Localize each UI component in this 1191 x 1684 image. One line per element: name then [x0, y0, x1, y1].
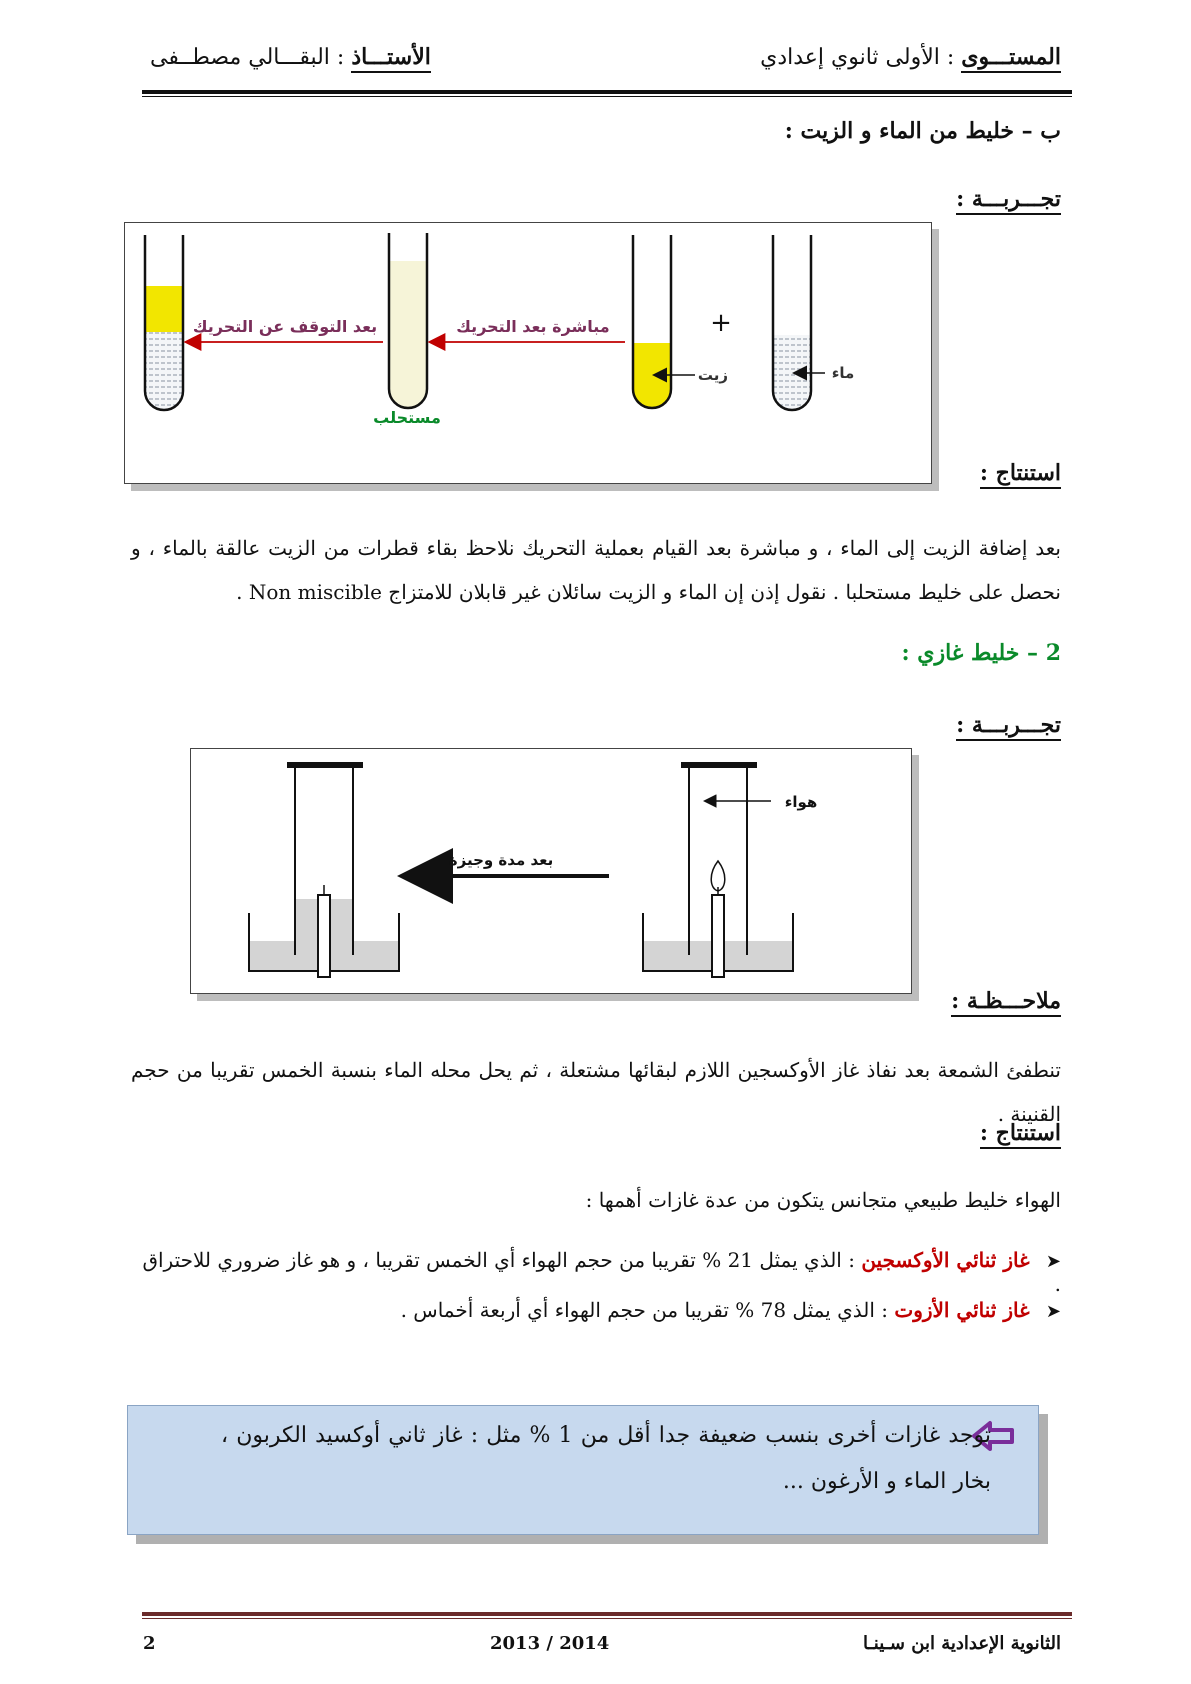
gas-desc: : الذي يمثل 21 % تقريبا من حجم الهواء أي الخمس تقريبا ، و هو غاز ضروري للاحتراق .	[142, 1248, 1061, 1296]
gas-desc: : الذي يمثل 78 % تقريبا من حجم الهواء أي أربعة أخماس .	[400, 1298, 888, 1322]
figure-water-oil-svg	[125, 223, 931, 483]
header-teacher	[150, 44, 431, 70]
label-after-short: بعد مدة وجيزة	[448, 851, 554, 869]
section-b-title: ب – خليط من الماء و الزيت :	[784, 118, 1061, 144]
candle-flame-icon	[711, 861, 725, 891]
figure-water-oil	[124, 222, 932, 484]
experiment-label-b: تجـــربـــة :	[956, 186, 1061, 215]
test-tube-water	[773, 235, 811, 410]
test-tube-separated	[145, 235, 183, 410]
gas-item-nitrogen	[131, 1298, 1061, 1322]
note-text: توجد غازات أخرى بنسب ضعيفة جدا أقل من 1 % مثل : غاز ثاني أوكسيد الكربون ، بخار الماء و الأرغون ...	[221, 1423, 991, 1494]
experiment-label-2: تجـــربـــة :	[956, 712, 1061, 741]
gas-name: غاز ثنائي الأزوت	[894, 1298, 1030, 1322]
observation-text: تنطفئ الشمعة بعد نفاذ غاز الأوكسجين اللازم لبقائها مشتعلة ، ثم يحل محله الماء بنسبة الخمس تقريبا من حجم القنينة .	[131, 1058, 1061, 1126]
label-right-after: مباشرة بعد التحريك	[456, 317, 610, 336]
level-value: : الأولى ثانوي إعدادي	[760, 45, 955, 70]
section-2-title: 2 – خليط غازي :	[901, 640, 1061, 666]
observation-label: ملاحـــظـة :	[951, 988, 1061, 1017]
setup-after	[249, 765, 399, 977]
footer-school: الثانوية الإعدادية ابن سـينـا	[863, 1633, 1061, 1654]
figure-candle-svg	[191, 749, 911, 993]
gas-name: غاز ثنائي الأوكسجين	[861, 1248, 1030, 1272]
figure-candle	[190, 748, 912, 994]
setup-before	[643, 765, 793, 977]
conclusion-label-b: استنتاج :	[980, 460, 1061, 489]
header-rule-thin	[142, 96, 1072, 97]
label-after-stop: بعد التوقف عن التحريك	[192, 317, 378, 336]
header-level	[760, 44, 1061, 70]
conclusion-text-b: بعد إضافة الزيت إلى الماء ، و مباشرة بعد القيام بعملية التحريك نلاحظ بقاء قطرات من الزيت عالقة بالماء ، و نحصل على خليط مستحلبا . نقول إذن إن الماء و الزيت سائلان غير قابلان للامتزاج Non miscible .	[131, 536, 1061, 604]
footer-rule-thin	[142, 1618, 1072, 1619]
conclusion-label-2: استنتاج :	[980, 1120, 1061, 1149]
test-tube-emulsion	[389, 233, 427, 408]
label-air: هواء	[784, 793, 818, 811]
circle-arrow-bullet-icon: ➤	[1045, 1251, 1061, 1272]
label-emulsion: مستحلب	[373, 408, 441, 427]
gas-item-oxygen	[131, 1248, 1061, 1296]
teacher-value: : البقـــالي مصطــفى	[150, 45, 345, 70]
circle-arrow-bullet-icon: ➤	[1045, 1301, 1061, 1322]
conclusion-intro: الهواء خليط طبيعي متجانس يتكون من عدة غازات أهمها :	[585, 1188, 1061, 1212]
footer-page-number: 2	[143, 1633, 156, 1654]
label-oil: زيت	[697, 366, 729, 384]
footer-rule	[142, 1612, 1072, 1616]
level-label: المستـــوى	[961, 44, 1061, 73]
teacher-label: الأستـــاذ	[351, 44, 431, 73]
plus-sign: +	[710, 308, 732, 338]
test-tube-oil	[633, 235, 671, 408]
footer-year: 2013 / 2014	[490, 1633, 610, 1654]
header-rule	[142, 90, 1072, 94]
label-water: ماء	[831, 364, 855, 382]
